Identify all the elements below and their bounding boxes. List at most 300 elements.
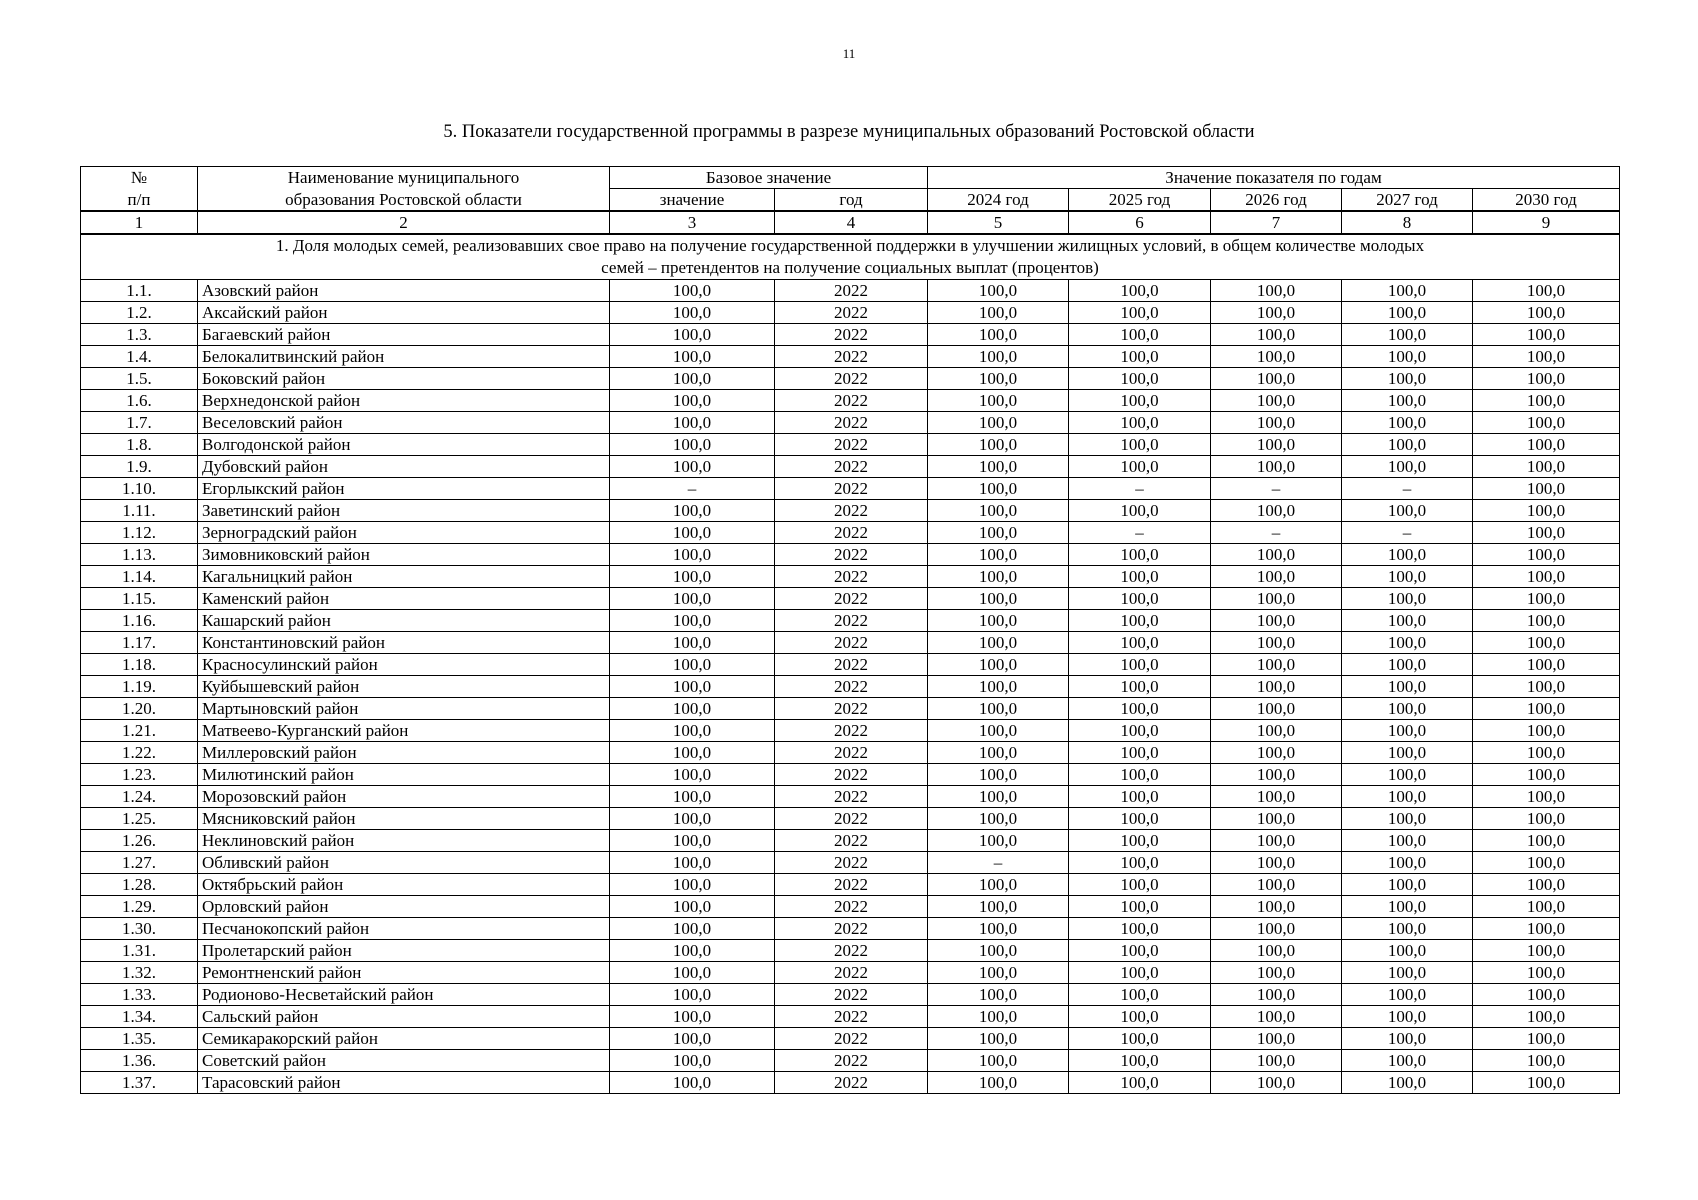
row-number: 1.19. bbox=[81, 676, 198, 698]
row-number: 1.18. bbox=[81, 654, 198, 676]
base-value: 100,0 bbox=[610, 896, 775, 918]
value-2026: 100,0 bbox=[1211, 566, 1342, 588]
base-value: 100,0 bbox=[610, 940, 775, 962]
header-row-2 bbox=[81, 189, 1620, 212]
header-name-2: образования Ростовской области bbox=[198, 189, 610, 212]
value-2030: 100,0 bbox=[1473, 478, 1620, 500]
value-2024: 100,0 bbox=[928, 632, 1069, 654]
column-number: 8 bbox=[1342, 211, 1473, 234]
row-number: 1.21. bbox=[81, 720, 198, 742]
municipality-name: Боковский район bbox=[198, 368, 610, 390]
section-title: 5. Показатели государственной программы в разрезе муниципальных образований Ростовской области bbox=[443, 122, 1255, 142]
municipality-name: Октябрьский район bbox=[198, 874, 610, 896]
table-row bbox=[81, 852, 1620, 874]
row-number: 1.34. bbox=[81, 1006, 198, 1028]
value-2030: 100,0 bbox=[1473, 698, 1620, 720]
municipality-name: Сальский район bbox=[198, 1006, 610, 1028]
value-2030: 100,0 bbox=[1473, 280, 1620, 302]
table-row bbox=[81, 1072, 1620, 1094]
value-2026: – bbox=[1211, 478, 1342, 500]
value-2027: 100,0 bbox=[1342, 698, 1473, 720]
table-row bbox=[81, 1050, 1620, 1072]
column-numbers-row bbox=[81, 211, 1620, 234]
base-year: 2022 bbox=[775, 324, 928, 346]
municipality-name: Мартыновский район bbox=[198, 698, 610, 720]
value-2026: 100,0 bbox=[1211, 742, 1342, 764]
row-number: 1.4. bbox=[81, 346, 198, 368]
base-value: 100,0 bbox=[610, 610, 775, 632]
value-2027: 100,0 bbox=[1342, 720, 1473, 742]
municipality-name: Кашарский район bbox=[198, 610, 610, 632]
header-year-2024: 2024 год bbox=[928, 189, 1069, 212]
header-year-2026: 2026 год bbox=[1211, 189, 1342, 212]
base-value: 100,0 bbox=[610, 698, 775, 720]
value-2030: 100,0 bbox=[1473, 390, 1620, 412]
value-2025: 100,0 bbox=[1069, 302, 1211, 324]
base-year: 2022 bbox=[775, 280, 928, 302]
value-2024: – bbox=[928, 852, 1069, 874]
value-2025: 100,0 bbox=[1069, 324, 1211, 346]
column-number: 1 bbox=[81, 211, 198, 234]
table-row bbox=[81, 566, 1620, 588]
table-row bbox=[81, 808, 1620, 830]
value-2026: 100,0 bbox=[1211, 544, 1342, 566]
municipality-name: Обливский район bbox=[198, 852, 610, 874]
row-number: 1.26. bbox=[81, 830, 198, 852]
value-2030: 100,0 bbox=[1473, 544, 1620, 566]
value-2024: 100,0 bbox=[928, 434, 1069, 456]
row-number: 1.30. bbox=[81, 918, 198, 940]
table-row bbox=[81, 390, 1620, 412]
value-2026: 100,0 bbox=[1211, 1028, 1342, 1050]
row-number: 1.20. bbox=[81, 698, 198, 720]
row-number: 1.31. bbox=[81, 940, 198, 962]
value-2024: 100,0 bbox=[928, 324, 1069, 346]
value-2027: 100,0 bbox=[1342, 434, 1473, 456]
row-number: 1.36. bbox=[81, 1050, 198, 1072]
value-2030: 100,0 bbox=[1473, 962, 1620, 984]
value-2024: 100,0 bbox=[928, 610, 1069, 632]
row-number: 1.6. bbox=[81, 390, 198, 412]
value-2025: 100,0 bbox=[1069, 830, 1211, 852]
base-year: 2022 bbox=[775, 368, 928, 390]
base-year: 2022 bbox=[775, 434, 928, 456]
value-2024: 100,0 bbox=[928, 896, 1069, 918]
base-year: 2022 bbox=[775, 1028, 928, 1050]
value-2026: 100,0 bbox=[1211, 500, 1342, 522]
municipality-name: Зимовниковский район bbox=[198, 544, 610, 566]
header-base-year: год bbox=[775, 189, 928, 212]
value-2027: 100,0 bbox=[1342, 962, 1473, 984]
value-2030: 100,0 bbox=[1473, 1072, 1620, 1094]
value-2025: 100,0 bbox=[1069, 720, 1211, 742]
value-2025: 100,0 bbox=[1069, 346, 1211, 368]
value-2024: 100,0 bbox=[928, 522, 1069, 544]
value-2025: 100,0 bbox=[1069, 852, 1211, 874]
value-2026: 100,0 bbox=[1211, 786, 1342, 808]
value-2027: 100,0 bbox=[1342, 918, 1473, 940]
value-2026: 100,0 bbox=[1211, 808, 1342, 830]
value-2030: 100,0 bbox=[1473, 852, 1620, 874]
value-2025: 100,0 bbox=[1069, 742, 1211, 764]
value-2024: 100,0 bbox=[928, 302, 1069, 324]
base-value: 100,0 bbox=[610, 1072, 775, 1094]
value-2024: 100,0 bbox=[928, 280, 1069, 302]
value-2030: 100,0 bbox=[1473, 1028, 1620, 1050]
value-2027: 100,0 bbox=[1342, 566, 1473, 588]
value-2030: 100,0 bbox=[1473, 302, 1620, 324]
table-row bbox=[81, 478, 1620, 500]
base-year: 2022 bbox=[775, 984, 928, 1006]
value-2026: 100,0 bbox=[1211, 1050, 1342, 1072]
row-number: 1.13. bbox=[81, 544, 198, 566]
value-2027: 100,0 bbox=[1342, 368, 1473, 390]
base-year: 2022 bbox=[775, 676, 928, 698]
base-value: 100,0 bbox=[610, 852, 775, 874]
base-value: 100,0 bbox=[610, 742, 775, 764]
value-2026: 100,0 bbox=[1211, 962, 1342, 984]
value-2024: 100,0 bbox=[928, 764, 1069, 786]
value-2027: 100,0 bbox=[1342, 676, 1473, 698]
table-row bbox=[81, 698, 1620, 720]
value-2024: 100,0 bbox=[928, 918, 1069, 940]
value-2024: 100,0 bbox=[928, 742, 1069, 764]
table-row bbox=[81, 654, 1620, 676]
base-value: 100,0 bbox=[610, 500, 775, 522]
value-2024: 100,0 bbox=[928, 808, 1069, 830]
value-2025: 100,0 bbox=[1069, 390, 1211, 412]
table-row bbox=[81, 544, 1620, 566]
value-2026: 100,0 bbox=[1211, 720, 1342, 742]
value-2026: 100,0 bbox=[1211, 368, 1342, 390]
value-2026: 100,0 bbox=[1211, 676, 1342, 698]
base-value: 100,0 bbox=[610, 962, 775, 984]
municipality-name: Веселовский район bbox=[198, 412, 610, 434]
value-2025: 100,0 bbox=[1069, 544, 1211, 566]
value-2027: 100,0 bbox=[1342, 830, 1473, 852]
base-value: 100,0 bbox=[610, 566, 775, 588]
value-2027: 100,0 bbox=[1342, 588, 1473, 610]
base-value: 100,0 bbox=[610, 412, 775, 434]
value-2024: 100,0 bbox=[928, 786, 1069, 808]
base-year: 2022 bbox=[775, 632, 928, 654]
value-2024: 100,0 bbox=[928, 940, 1069, 962]
value-2030: 100,0 bbox=[1473, 940, 1620, 962]
row-number: 1.1. bbox=[81, 280, 198, 302]
row-number: 1.23. bbox=[81, 764, 198, 786]
value-2030: 100,0 bbox=[1473, 720, 1620, 742]
row-number: 1.10. bbox=[81, 478, 198, 500]
value-2030: 100,0 bbox=[1473, 874, 1620, 896]
table-row bbox=[81, 786, 1620, 808]
value-2026: 100,0 bbox=[1211, 830, 1342, 852]
row-number: 1.5. bbox=[81, 368, 198, 390]
base-value: 100,0 bbox=[610, 324, 775, 346]
value-2030: 100,0 bbox=[1473, 566, 1620, 588]
header-row-1 bbox=[81, 167, 1620, 189]
value-2026: 100,0 bbox=[1211, 610, 1342, 632]
value-2024: 100,0 bbox=[928, 984, 1069, 1006]
table-row bbox=[81, 962, 1620, 984]
base-year: 2022 bbox=[775, 588, 928, 610]
base-value: – bbox=[610, 478, 775, 500]
row-number: 1.17. bbox=[81, 632, 198, 654]
value-2025: 100,0 bbox=[1069, 940, 1211, 962]
table-row bbox=[81, 588, 1620, 610]
value-2025: 100,0 bbox=[1069, 280, 1211, 302]
row-number: 1.9. bbox=[81, 456, 198, 478]
value-2025: 100,0 bbox=[1069, 610, 1211, 632]
value-2030: 100,0 bbox=[1473, 830, 1620, 852]
value-2026: – bbox=[1211, 522, 1342, 544]
value-2024: 100,0 bbox=[928, 676, 1069, 698]
value-2024: 100,0 bbox=[928, 1072, 1069, 1094]
column-number: 4 bbox=[775, 211, 928, 234]
value-2025: – bbox=[1069, 522, 1211, 544]
base-value: 100,0 bbox=[610, 522, 775, 544]
value-2027: 100,0 bbox=[1342, 764, 1473, 786]
row-number: 1.25. bbox=[81, 808, 198, 830]
value-2027: – bbox=[1342, 478, 1473, 500]
base-value: 100,0 bbox=[610, 632, 775, 654]
value-2025: 100,0 bbox=[1069, 588, 1211, 610]
table-row bbox=[81, 434, 1620, 456]
base-year: 2022 bbox=[775, 478, 928, 500]
value-2030: 100,0 bbox=[1473, 368, 1620, 390]
value-2030: 100,0 bbox=[1473, 742, 1620, 764]
value-2027: – bbox=[1342, 522, 1473, 544]
row-number: 1.11. bbox=[81, 500, 198, 522]
value-2026: 100,0 bbox=[1211, 632, 1342, 654]
value-2027: 100,0 bbox=[1342, 500, 1473, 522]
municipality-name: Неклиновский район bbox=[198, 830, 610, 852]
indicator-subheading: 1. Доля молодых семей, реализовавших свое право на получение государственной поддержки в улучшении жилищных условий, в общем количестве молодых семей – претендентов на получение социальных выплат (процентов) bbox=[81, 234, 1620, 280]
row-number: 1.28. bbox=[81, 874, 198, 896]
base-value: 100,0 bbox=[610, 918, 775, 940]
header-year-2030: 2030 год bbox=[1473, 189, 1620, 212]
value-2025: 100,0 bbox=[1069, 896, 1211, 918]
base-year: 2022 bbox=[775, 962, 928, 984]
value-2027: 100,0 bbox=[1342, 940, 1473, 962]
base-value: 100,0 bbox=[610, 280, 775, 302]
value-2026: 100,0 bbox=[1211, 588, 1342, 610]
value-2027: 100,0 bbox=[1342, 390, 1473, 412]
header-base-group: Базовое значение bbox=[610, 167, 928, 189]
row-number: 1.2. bbox=[81, 302, 198, 324]
base-year: 2022 bbox=[775, 302, 928, 324]
municipality-name: Верхнедонской район bbox=[198, 390, 610, 412]
base-value: 100,0 bbox=[610, 544, 775, 566]
row-number: 1.14. bbox=[81, 566, 198, 588]
value-2027: 100,0 bbox=[1342, 324, 1473, 346]
value-2026: 100,0 bbox=[1211, 280, 1342, 302]
value-2024: 100,0 bbox=[928, 588, 1069, 610]
base-value: 100,0 bbox=[610, 984, 775, 1006]
value-2030: 100,0 bbox=[1473, 500, 1620, 522]
value-2025: 100,0 bbox=[1069, 918, 1211, 940]
municipality-name: Дубовский район bbox=[198, 456, 610, 478]
value-2030: 100,0 bbox=[1473, 610, 1620, 632]
base-year: 2022 bbox=[775, 346, 928, 368]
value-2027: 100,0 bbox=[1342, 280, 1473, 302]
row-number: 1.27. bbox=[81, 852, 198, 874]
indicators-table bbox=[80, 166, 1620, 1094]
table-row bbox=[81, 412, 1620, 434]
base-value: 100,0 bbox=[610, 346, 775, 368]
header-name: Наименование муниципального bbox=[198, 167, 610, 189]
base-year: 2022 bbox=[775, 808, 928, 830]
value-2024: 100,0 bbox=[928, 962, 1069, 984]
base-value: 100,0 bbox=[610, 654, 775, 676]
value-2027: 100,0 bbox=[1342, 632, 1473, 654]
table-row bbox=[81, 940, 1620, 962]
value-2026: 100,0 bbox=[1211, 412, 1342, 434]
municipality-name: Пролетарский район bbox=[198, 940, 610, 962]
value-2024: 100,0 bbox=[928, 830, 1069, 852]
row-number: 1.12. bbox=[81, 522, 198, 544]
value-2026: 100,0 bbox=[1211, 456, 1342, 478]
value-2030: 100,0 bbox=[1473, 918, 1620, 940]
value-2026: 100,0 bbox=[1211, 346, 1342, 368]
municipality-name: Константиновский район bbox=[198, 632, 610, 654]
municipality-name: Милютинский район bbox=[198, 764, 610, 786]
base-value: 100,0 bbox=[610, 764, 775, 786]
value-2030: 100,0 bbox=[1473, 632, 1620, 654]
row-number: 1.35. bbox=[81, 1028, 198, 1050]
base-value: 100,0 bbox=[610, 874, 775, 896]
value-2027: 100,0 bbox=[1342, 852, 1473, 874]
value-2026: 100,0 bbox=[1211, 852, 1342, 874]
value-2030: 100,0 bbox=[1473, 1050, 1620, 1072]
header-num-2: п/п bbox=[81, 189, 198, 212]
value-2030: 100,0 bbox=[1473, 434, 1620, 456]
base-year: 2022 bbox=[775, 786, 928, 808]
value-2024: 100,0 bbox=[928, 1050, 1069, 1072]
table-row bbox=[81, 500, 1620, 522]
base-year: 2022 bbox=[775, 1072, 928, 1094]
value-2026: 100,0 bbox=[1211, 1072, 1342, 1094]
row-number: 1.37. bbox=[81, 1072, 198, 1094]
value-2025: 100,0 bbox=[1069, 1006, 1211, 1028]
value-2030: 100,0 bbox=[1473, 412, 1620, 434]
value-2025: 100,0 bbox=[1069, 984, 1211, 1006]
header-years-group: Значение показателя по годам bbox=[928, 167, 1620, 189]
header-year-2027: 2027 год bbox=[1342, 189, 1473, 212]
value-2025: 100,0 bbox=[1069, 1050, 1211, 1072]
value-2026: 100,0 bbox=[1211, 984, 1342, 1006]
column-number: 5 bbox=[928, 211, 1069, 234]
value-2030: 100,0 bbox=[1473, 764, 1620, 786]
row-number: 1.22. bbox=[81, 742, 198, 764]
municipality-name: Куйбышевский район bbox=[198, 676, 610, 698]
value-2027: 100,0 bbox=[1342, 544, 1473, 566]
table-row bbox=[81, 874, 1620, 896]
base-year: 2022 bbox=[775, 610, 928, 632]
base-value: 100,0 bbox=[610, 1028, 775, 1050]
table-row bbox=[81, 610, 1620, 632]
value-2025: 100,0 bbox=[1069, 1072, 1211, 1094]
municipality-name: Семикаракорский район bbox=[198, 1028, 610, 1050]
header-base-value: значение bbox=[610, 189, 775, 212]
column-number: 6 bbox=[1069, 211, 1211, 234]
value-2030: 100,0 bbox=[1473, 808, 1620, 830]
base-year: 2022 bbox=[775, 456, 928, 478]
table-row bbox=[81, 302, 1620, 324]
value-2024: 100,0 bbox=[928, 720, 1069, 742]
base-year: 2022 bbox=[775, 698, 928, 720]
base-year: 2022 bbox=[775, 830, 928, 852]
value-2030: 100,0 bbox=[1473, 456, 1620, 478]
municipality-name: Красносулинский район bbox=[198, 654, 610, 676]
value-2027: 100,0 bbox=[1342, 412, 1473, 434]
value-2027: 100,0 bbox=[1342, 1006, 1473, 1028]
table-row bbox=[81, 676, 1620, 698]
value-2025: 100,0 bbox=[1069, 698, 1211, 720]
value-2025: 100,0 bbox=[1069, 764, 1211, 786]
municipality-name: Волгодонской район bbox=[198, 434, 610, 456]
base-value: 100,0 bbox=[610, 808, 775, 830]
value-2025: 100,0 bbox=[1069, 676, 1211, 698]
value-2026: 100,0 bbox=[1211, 434, 1342, 456]
value-2027: 100,0 bbox=[1342, 654, 1473, 676]
base-value: 100,0 bbox=[610, 456, 775, 478]
municipality-name: Родионово-Несветайский район bbox=[198, 984, 610, 1006]
value-2024: 100,0 bbox=[928, 698, 1069, 720]
value-2024: 100,0 bbox=[928, 456, 1069, 478]
municipality-name: Орловский район bbox=[198, 896, 610, 918]
value-2027: 100,0 bbox=[1342, 896, 1473, 918]
municipality-name: Советский район bbox=[198, 1050, 610, 1072]
value-2027: 100,0 bbox=[1342, 786, 1473, 808]
table-row bbox=[81, 280, 1620, 302]
municipality-name: Матвеево-Курганский район bbox=[198, 720, 610, 742]
base-year: 2022 bbox=[775, 500, 928, 522]
row-number: 1.7. bbox=[81, 412, 198, 434]
value-2026: 100,0 bbox=[1211, 324, 1342, 346]
base-year: 2022 bbox=[775, 654, 928, 676]
municipality-name: Миллеровский район bbox=[198, 742, 610, 764]
value-2030: 100,0 bbox=[1473, 324, 1620, 346]
municipality-name: Морозовский район bbox=[198, 786, 610, 808]
base-year: 2022 bbox=[775, 764, 928, 786]
indicator-subheading-row bbox=[81, 234, 1620, 280]
value-2027: 100,0 bbox=[1342, 984, 1473, 1006]
row-number: 1.8. bbox=[81, 434, 198, 456]
table-row bbox=[81, 742, 1620, 764]
base-year: 2022 bbox=[775, 1050, 928, 1072]
value-2026: 100,0 bbox=[1211, 940, 1342, 962]
table-row bbox=[81, 368, 1620, 390]
base-value: 100,0 bbox=[610, 368, 775, 390]
row-number: 1.29. bbox=[81, 896, 198, 918]
value-2026: 100,0 bbox=[1211, 918, 1342, 940]
value-2024: 100,0 bbox=[928, 390, 1069, 412]
value-2026: 100,0 bbox=[1211, 302, 1342, 324]
value-2027: 100,0 bbox=[1342, 302, 1473, 324]
value-2024: 100,0 bbox=[928, 478, 1069, 500]
value-2027: 100,0 bbox=[1342, 1072, 1473, 1094]
table-row bbox=[81, 1006, 1620, 1028]
value-2030: 100,0 bbox=[1473, 984, 1620, 1006]
table-row bbox=[81, 522, 1620, 544]
municipality-name: Тарасовский район bbox=[198, 1072, 610, 1094]
base-year: 2022 bbox=[775, 852, 928, 874]
value-2026: 100,0 bbox=[1211, 896, 1342, 918]
value-2024: 100,0 bbox=[928, 368, 1069, 390]
base-year: 2022 bbox=[775, 874, 928, 896]
value-2025: 100,0 bbox=[1069, 808, 1211, 830]
row-number: 1.24. bbox=[81, 786, 198, 808]
